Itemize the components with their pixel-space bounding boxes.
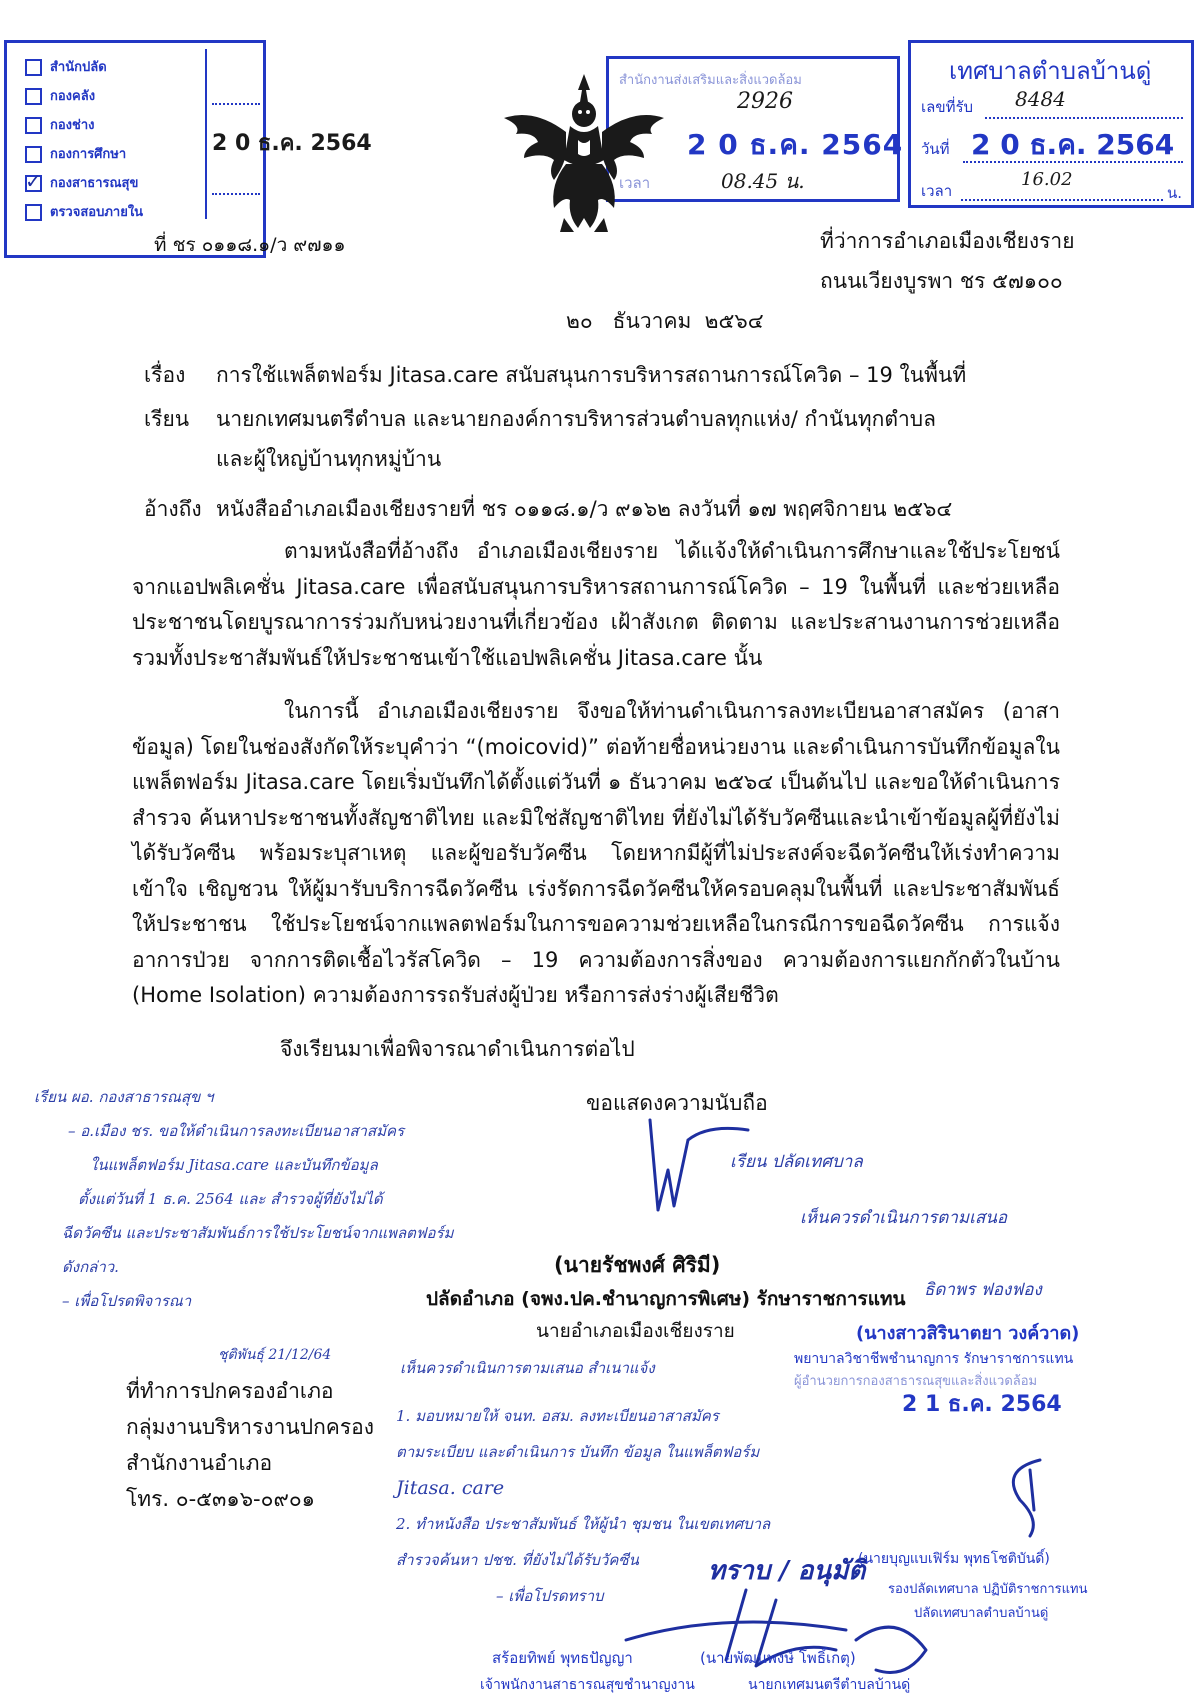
receive-time-unit: น. — [1167, 184, 1183, 202]
routing-item: กองคลัง — [25, 82, 143, 111]
checkbox-icon — [25, 117, 42, 134]
routing-stamp — [4, 40, 372, 258]
receive-number: 8484 — [1015, 87, 1066, 111]
receive-stamp-municipality — [908, 40, 1194, 208]
handwritten-ack: ทราบ / อนุมัติ — [708, 1556, 866, 1586]
right-stamp-date: 2 1 ธ.ค. 2564 — [902, 1392, 1062, 1417]
checkbox-icon — [25, 146, 42, 163]
reference-text: หนังสืออำเภอเมืองเชียงรายที่ ชร ๐๑๑๘.๑/ว ๙๑๖๒ ลงวันที่ ๑๗ พฤศจิกายน ๒๕๖๔ — [216, 497, 953, 521]
receive-stamp-time-label: เวลา — [619, 174, 651, 192]
deputy-position-1: รองปลัดเทศบาล ปฏิบัติราชการแทน — [888, 1582, 1088, 1597]
instruction-line: – เพื่อโปรดทราบ — [496, 1587, 604, 1605]
receive-date-label: วันที่ — [921, 140, 950, 158]
signer-name: (นายรัชพงศ์ ศิริมี) — [554, 1253, 721, 1277]
instruction-line: Jitasa. care — [396, 1477, 505, 1499]
bottom-signer-position-1: เจ้าพนักงานสาธารณสุขชำนาญงาน — [480, 1677, 695, 1693]
routing-item: ตรวจสอบภายใน — [25, 198, 143, 227]
handwritten-note-right-2: เห็นควรดำเนินการตามเสนอ — [800, 1208, 1008, 1228]
note-line: ดังกล่าว. — [62, 1258, 119, 1276]
right-signer-position-1: พยาบาลวิชาชีพชำนาญการ รักษาราชการแทน — [794, 1351, 1074, 1367]
closing-salutation: ขอแสดงความนับถือ — [586, 1091, 768, 1115]
routing-item: กองช่าง — [25, 111, 143, 140]
right-signer-position-2: ผู้อำนวยการกองสาธารณสุขและสิ่งแวดล้อม — [794, 1374, 1038, 1389]
body-paragraph-2: ในการนี้ อำเภอเมืองเชียงราย จึงขอให้ท่านดำเนินการลงทะเบียนอาสาสมัคร (อาสาข้อมูล) โดยในช่องสังกัดให้ระบุคำว่า “(moicovid)” ต่อท้ายชื่อหน่วยงาน และดำเนินการบันทึกข้อมูลในแพล็ตฟอร์ม Jitasa.care โดยเริ่มบันทึกได้ตั้งแต่วันที่ ๑ ธันวาคม ๒๕๖๔ เป็นต้นไป และขอให้ดำเนินการสำรวจ ค้นหาประชาชนทั้งสัญชาติไทย และมิใช่สัญชาติไทย ที่ยังไม่ได้รับวัคซีนและนำเข้าข้อมูลผู้ที่ยังไม่ได้รับวัคซีน พร้อมระบุสาเหตุ และผู้ขอรับวัคซีน โดยหากมีผู้ที่ไม่ประสงค์จะฉีดวัคซีนให้เร่งทำความเข้าใจ เชิญชวน ให้ผู้มารับบริการฉีดวัคซีน เร่งรัดการฉีดวัคซีนให้ครอบคลุมในพื้นที่ และประชาสัมพันธ์ให้ประชาชน ใช้ประโยชน์จากแพลตฟอร์มในการขอความช่วยเหลือในกรณีการขอฉีดวัคซีน การแจ้งอาการป่วย จากการติดเชื้อไวรัสโควิด – 19 ความต้องการสิ่งของ ความต้องการแยกกักตัวในบ้าน (Home Isolation) ความต้องการรถรับส่งผู้ป่วย หรือการส่งร่างผู้เสียชีวิต — [132, 699, 1060, 1007]
office-address-line2: ถนนเวียงบูรพา ชร ๕๗๑๐๐ — [820, 269, 1063, 293]
routing-item: ✓ กองสาธารณสุข — [25, 169, 139, 193]
municipality-name: เทศบาลตำบลบ้านดู่ — [949, 57, 1152, 85]
deputy-name: (นายบุญแบเฟิร์ม พุทธโชติบันดิ์) — [858, 1551, 1050, 1567]
body-paragraph-1: ตามหนังสือที่อ้างถึง อำเภอเมืองเชียงราย ได้แจ้งให้ดำเนินการศึกษาและใช้ประโยชน์จากแอปพลิเคชั่น Jitasa.care เพื่อสนับสนุนการบริหารสถานการณ์โควิด – 19 ในพื้นที่ และช่วยเหลือประชาชนโดยบูรณาการร่วมกับหน่วยงานที่เกี่ยวข้อง เฝ้าสังเกต ติดตาม และประสานงานการช่วยเหลือ รวมทั้งประชาสัมพันธ์ให้ประชาชนเข้าใช้แอปพลิเคชั่น Jitasa.care นั้น — [132, 539, 1060, 670]
instruction-line: 2. ทำหนังสือ ประชาสัมพันธ์ ให้ผู้นำ ชุมชน ในเขตเทศบาล — [396, 1515, 771, 1533]
note-line: – เพื่อโปรดพิจารณา — [62, 1292, 192, 1310]
deputy-position-2: ปลัดเทศบาลตำบลบ้านดู่ — [914, 1606, 1049, 1621]
signer-position-2: นายอำเภอเมืองเชียงราย — [536, 1320, 735, 1342]
receive-time: 16.02 — [1021, 169, 1073, 190]
letter-date: ๒๐ ธันวาคม ๒๕๖๔ — [566, 309, 764, 333]
checkbox-icon — [25, 59, 42, 76]
note-line: ฉีดวัคซีน และประชาสัมพันธ์การใช้ประโยชน์จากแพลตฟอร์ม — [62, 1224, 454, 1242]
bottom-signer-position-2: นายกเทศมนตรีตำบลบ้านดู่ — [748, 1677, 911, 1693]
recipient-line1: นายกเทศมนตรีตำบล และนายกองค์การบริหารส่วนตำบลทุกแห่ง/ กำนันทุกตำบล — [216, 407, 936, 431]
instruction-line: สำรวจค้นหา ปชช. ที่ยังไม่ได้รับวัคซีน — [396, 1551, 639, 1569]
garuda-emblem — [494, 68, 674, 238]
office-address-line1: ที่ว่าการอำเภอเมืองเชียงราย — [820, 229, 1075, 253]
handwritten-note-left-date: ชุติพันธุ์ 21/12/64 — [218, 1347, 332, 1363]
bottom-signer-name-2: (นายพัฒนพงษ์ โพธิ์เกตุ) — [700, 1649, 856, 1667]
receive-stamp-header: สำนักงานส่งเสริมและสิ่งแวดล้อม — [619, 73, 802, 88]
handwritten-note-right-1: เรียน ปลัดเทศบาล — [730, 1152, 863, 1172]
dept-line-2: กลุ่มงานบริหารงานปกครอง — [126, 1415, 374, 1439]
reference-number: ที่ ชร ๐๑๑๘.๑/ว ๙๗๑๑ — [154, 234, 346, 256]
checkbox-icon — [25, 204, 42, 221]
note-line: เรียน ผอ. กองสาธารณสุข ฯ — [34, 1088, 214, 1106]
right-signer-name: (นางสาวสิรินาตยา วงค์วาด) — [856, 1323, 1080, 1344]
receive-stamp-time: 08.45 น. — [721, 169, 805, 193]
instruction-line: 1. มอบหมายให้ จนท. อสม. ลงทะเบียนอาสาสมัคร — [396, 1407, 719, 1425]
dept-line-3: สำนักงานอำเภอ — [126, 1451, 273, 1475]
bottom-signer-name-1: สร้อยทิพย์ พุทธปัญญา — [492, 1649, 633, 1667]
checkbox-checked-icon: ✓ — [25, 169, 42, 193]
handwritten-signer-right: ธิดาพร ฟองฟอง — [924, 1280, 1042, 1300]
deputy-signature — [990, 1450, 1070, 1540]
receive-number-label: เลขที่รับ — [921, 98, 974, 116]
checkbox-icon — [25, 88, 42, 105]
receive-date: 2 0 ธ.ค. 2564 — [971, 128, 1175, 161]
reference-label: อ้างถึง — [144, 497, 202, 521]
receive-stamp-number: 2926 — [737, 89, 793, 114]
instruction-line: ตามระเบียบ และดำเนินการ บันทึก ข้อมูล ในแพล็ตฟอร์ม — [396, 1443, 760, 1461]
recipient-line2: และผู้ใหญ่บ้านทุกหมู่บ้าน — [216, 447, 442, 471]
signer-position: ปลัดอำเภอ (จพง.ปค.ชำนาญการพิเศษ) รักษาราชการแทน — [426, 1288, 906, 1310]
subject-text: การใช้แพล็ตฟอร์ม Jitasa.care สนับสนุนการบริหารสถานการณ์โควิด – 19 ในพื้นที่ — [216, 363, 967, 387]
dept-phone: โทร. ๐-๕๓๑๖-๐๙๐๑ — [126, 1487, 315, 1511]
subject-label: เรื่อง — [144, 363, 186, 387]
dept-line-1: ที่ทำการปกครองอำเภอ — [126, 1379, 334, 1403]
recipient-label: เรียน — [144, 407, 190, 431]
routing-item: สำนักปลัด — [25, 53, 143, 82]
routing-stamp-date: 2 0 ธ.ค. 2564 — [212, 131, 372, 156]
routing-item: กองการศึกษา — [25, 140, 143, 169]
receive-stamp-date: 2 0 ธ.ค. 2564 — [687, 128, 904, 161]
note-line: ในแพล็ตฟอร์ม Jitasa.care และบันทึกข้อมูล — [90, 1156, 378, 1174]
mayor-signature — [606, 1570, 966, 1690]
handwritten-note-left — [34, 1080, 453, 1318]
closing-request: จึงเรียนมาเพื่อพิจารณาดำเนินการต่อไป — [280, 1037, 635, 1061]
note-line: ตั้งแต่วันที่ 1 ธ.ค. 2564 และ สำรวจผู้ที่ยังไม่ได้ — [78, 1190, 383, 1208]
note-line: – อ.เมือง ชร. ขอให้ดำเนินการลงทะเบียนอาสาสมัคร — [68, 1122, 405, 1140]
handwritten-note-center: เห็นควรดำเนินการตามเสนอ สำเนาแจ้ง — [400, 1359, 655, 1377]
receive-time-label: เวลา — [921, 182, 953, 200]
